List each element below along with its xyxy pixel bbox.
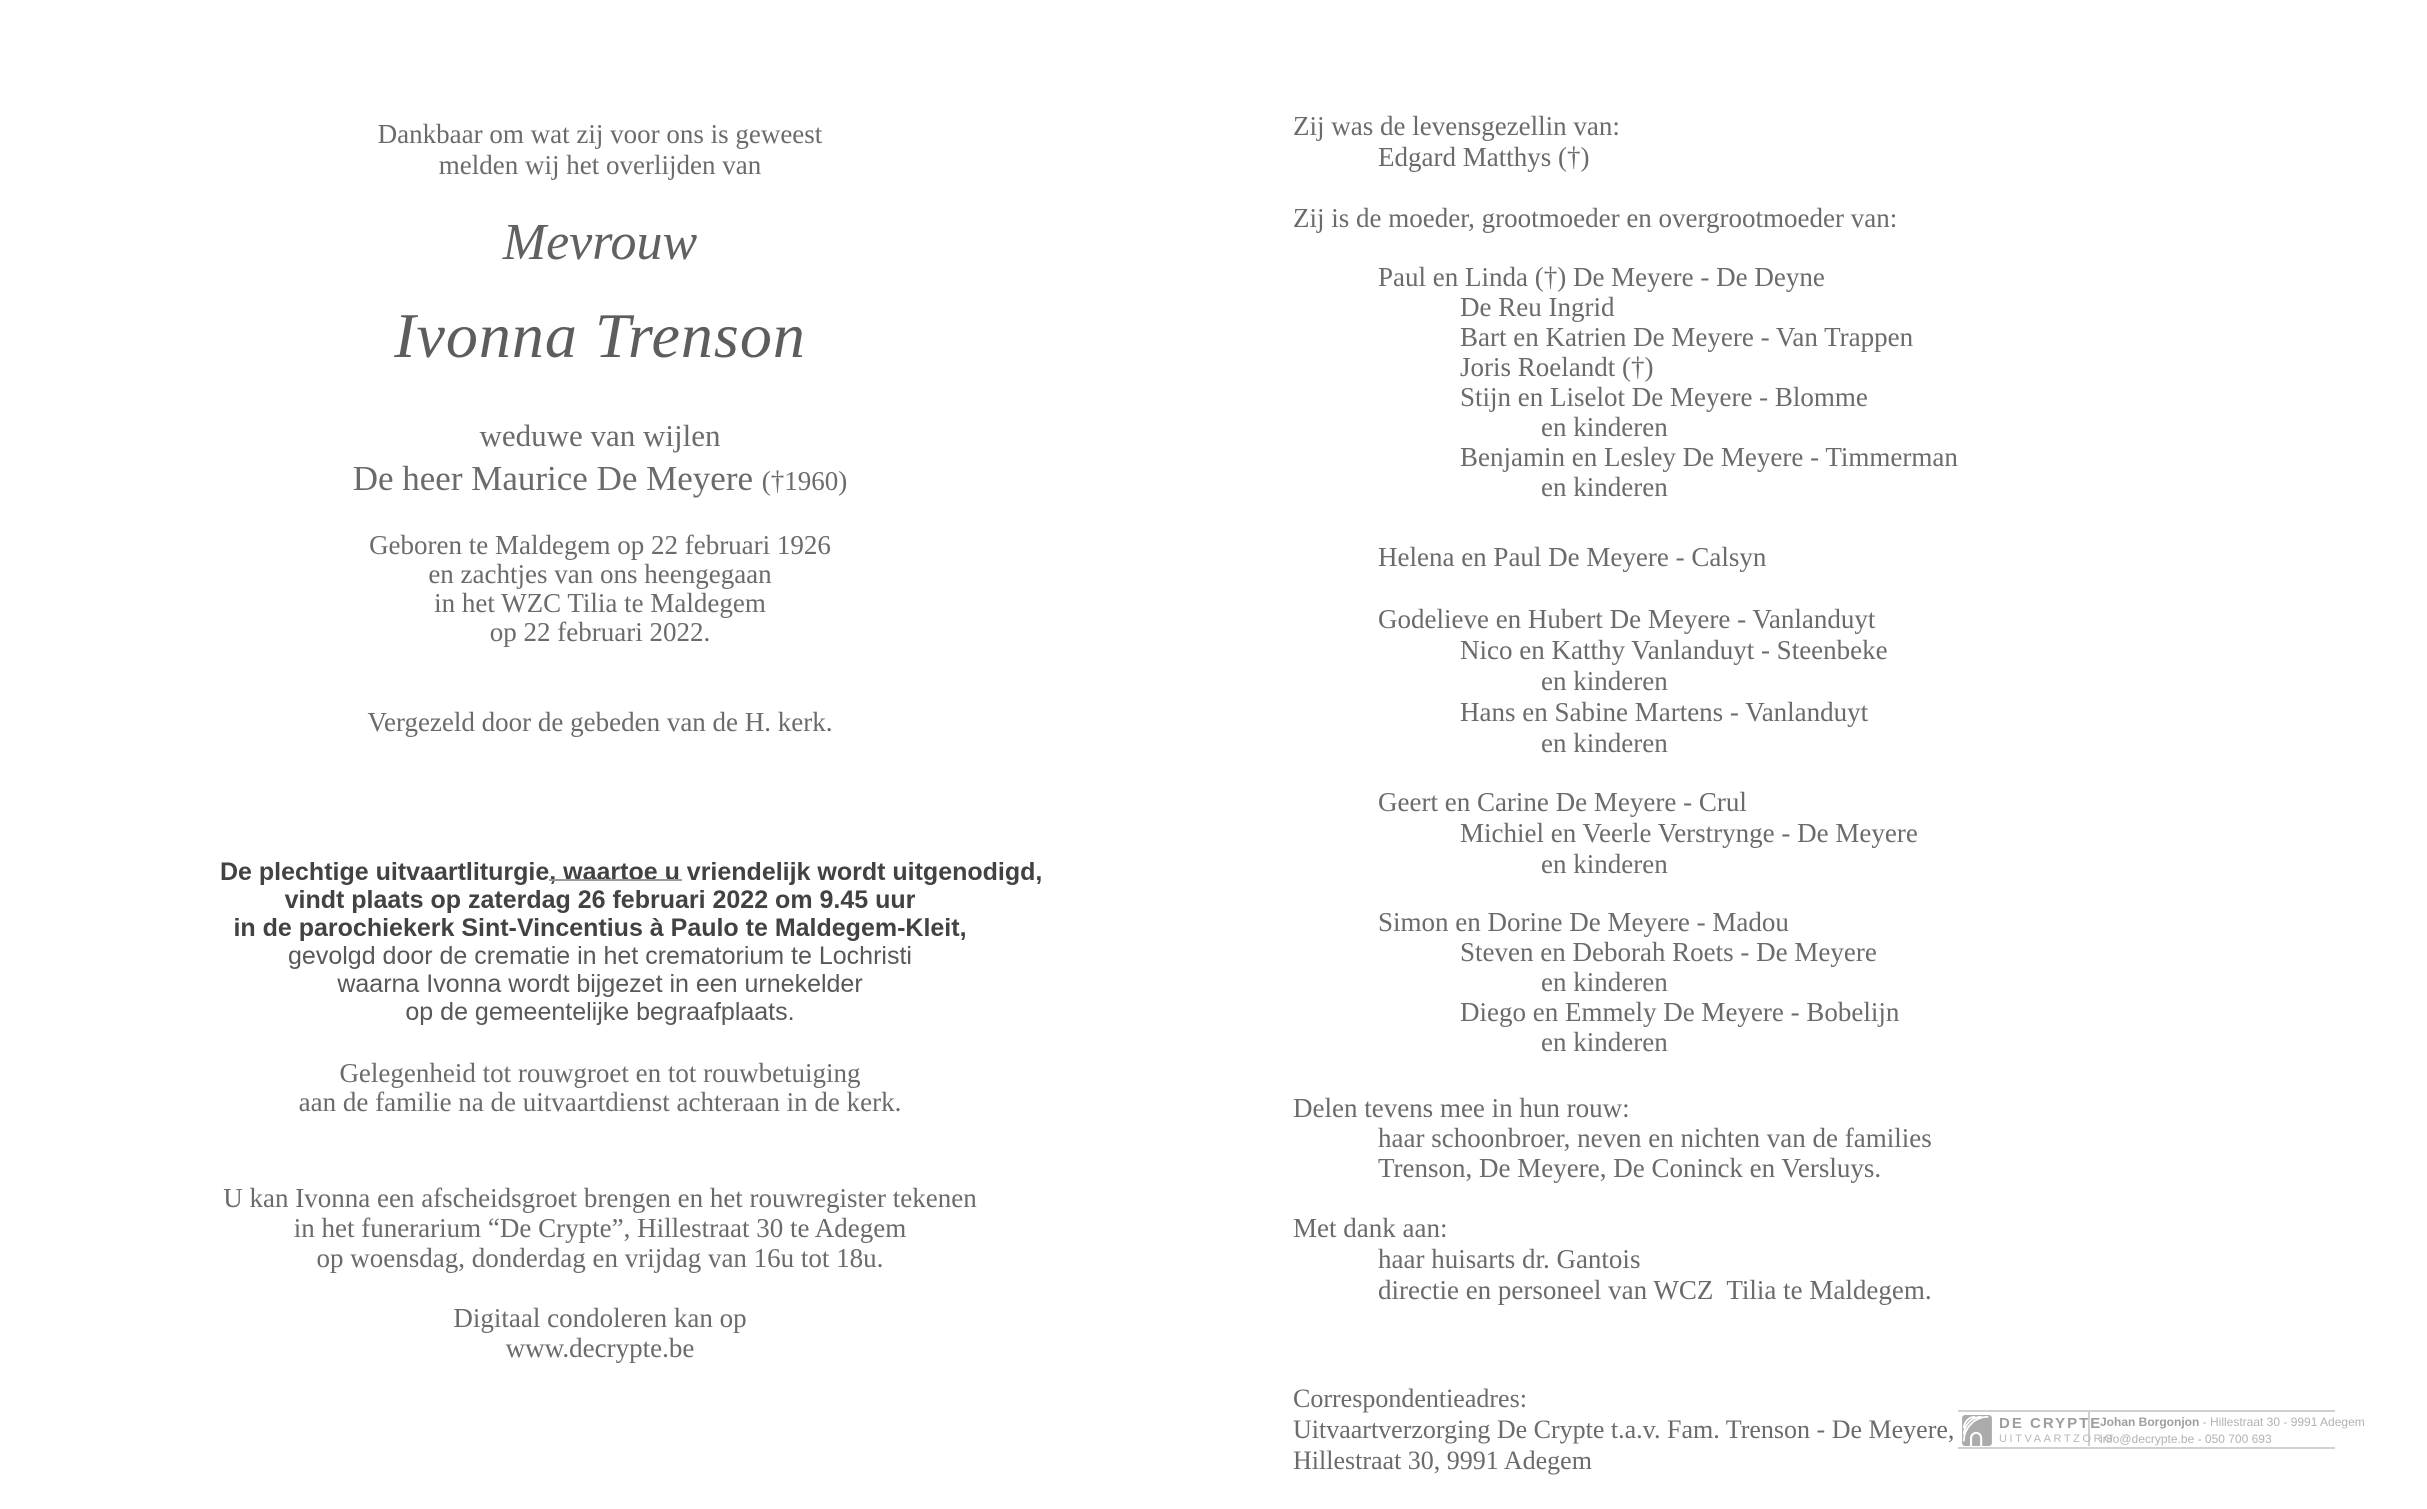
family-line: Simon en Dorine De Meyere - Madou bbox=[1378, 907, 1789, 937]
farewell-line-2: in het funerarium “De Crypte”, Hillestraat 30 te Adegem bbox=[293, 1213, 907, 1243]
family-line: Steven en Deborah Roets - De Meyere bbox=[1460, 937, 1877, 967]
condolence-line-2: aan de familie na de uitvaartdienst achteraan in de kerk. bbox=[298, 1087, 902, 1117]
intro-block bbox=[220, 119, 980, 181]
birth-death-block bbox=[220, 531, 980, 647]
birth-line-3: in het WZC Tilia te Maldegem bbox=[434, 588, 766, 618]
farewell-line-1: U kan Ivonna een afscheidsgroet brengen en het rouwregister tekenen bbox=[223, 1183, 977, 1213]
family-line: Michiel en Veerle Verstrynge - De Meyere bbox=[1460, 818, 1918, 848]
family-line: Geert en Carine De Meyere - Crul bbox=[1378, 787, 1747, 817]
husband-name: De heer Maurice De Meyere bbox=[352, 459, 754, 498]
farewell-block bbox=[220, 1183, 980, 1273]
family-line: Helena en Paul De Meyere - Calsyn bbox=[1378, 542, 1767, 572]
intro-line-2: melden wij het overlijden van bbox=[438, 150, 762, 180]
digital-condolence-block bbox=[220, 1303, 980, 1363]
funeral-director-name: Johan Borgonjon bbox=[2100, 1415, 2200, 1429]
correspondence-line: Uitvaartverzorging De Crypte t.a.v. Fam. Trenson - De Meyere, bbox=[1293, 1415, 1955, 1444]
digital-line: Digitaal condoleren kan op bbox=[453, 1303, 747, 1333]
funeral-home-address: - Hillestraat 30 - 9991 Adegem bbox=[2199, 1415, 2365, 1429]
birth-line-2: en zachtjes van ons heengegaan bbox=[428, 559, 772, 589]
right-column bbox=[1293, 0, 2403, 1509]
thanks-line: directie en personeel van WCZ Tilia te Maldegem. bbox=[1378, 1275, 1932, 1305]
service-struck-phrase: waartoe u bbox=[563, 858, 680, 886]
mourning-line: Trenson, De Meyere, De Coninck en Versluys. bbox=[1378, 1153, 1882, 1183]
birth-line-4: op 22 februari 2022. bbox=[489, 617, 711, 647]
family-line: en kinderen bbox=[1541, 666, 1668, 696]
family-line: en kinderen bbox=[1541, 472, 1668, 502]
family-line: Hans en Sabine Martens - Vanlanduyt bbox=[1460, 697, 1869, 727]
family-line: en kinderen bbox=[1541, 412, 1668, 442]
family-line: Bart en Katrien De Meyere - Van Trappen bbox=[1460, 322, 1914, 352]
condolence-block bbox=[220, 1059, 980, 1117]
condolence-line-1: Gelegenheid tot rouwgroet en tot rouwbetuiging bbox=[339, 1058, 861, 1088]
birth-line-1: Geboren te Maldegem op 22 februari 1926 bbox=[369, 530, 831, 560]
funeral-home-contact-line-2: info@decrypte.be - 050 700 693 bbox=[2100, 1432, 2272, 1446]
funeral-home-brand-sub: UITVAARTZORG bbox=[1999, 1433, 2116, 1445]
widow-line: weduwe van wijlen bbox=[479, 418, 721, 453]
service-bold-1b: vriendelijk wordt uitgenodigd, bbox=[679, 858, 1043, 886]
family-line: en kinderen bbox=[1541, 728, 1668, 758]
website-url: www.decrypte.be bbox=[505, 1333, 695, 1363]
correspondence-header: Correspondentieadres: bbox=[1293, 1384, 1527, 1413]
family-line: Paul en Linda (†) De Meyere - De Deyne bbox=[1378, 262, 1825, 292]
service-reg-line-2: waarna Ivonna wordt bijgezet in een urnekelder bbox=[337, 970, 863, 998]
funeral-home-contact-line-1 bbox=[2100, 1415, 2365, 1429]
service-bold-line-1 bbox=[220, 858, 1043, 886]
mourning-header: Delen tevens mee in hun rouw: bbox=[1293, 1093, 1630, 1123]
service-bold-line-2: vindt plaats op zaterdag 26 februari 2022 om 9.45 uur bbox=[284, 886, 916, 914]
family-line: Diego en Emmely De Meyere - Bobelijn bbox=[1460, 997, 1900, 1027]
deceased-name: Ivonna Trenson bbox=[394, 300, 806, 371]
family-line: Joris Roelandt (†) bbox=[1460, 352, 1654, 382]
mourning-line: haar schoonbroer, neven en nichten van de families bbox=[1378, 1123, 1932, 1153]
thanks-line: haar huisarts dr. Gantois bbox=[1378, 1244, 1641, 1274]
family-line: Nico en Katthy Vanlanduyt - Steenbeke bbox=[1460, 635, 1888, 665]
family-line: en kinderen bbox=[1541, 967, 1668, 997]
correspondence-line: Hillestraat 30, 9991 Adegem bbox=[1293, 1446, 1592, 1475]
family-line: Godelieve en Hubert De Meyere - Vanlanduyt bbox=[1378, 604, 1876, 634]
husband-death-year: (†1960) bbox=[761, 466, 848, 496]
farewell-line-3: op woensdag, donderdag en vrijdag van 16u tot 18u. bbox=[316, 1243, 884, 1273]
service-bold-1a: De plechtige uitvaartliturgie, bbox=[220, 858, 564, 886]
footer-top-rule bbox=[1958, 1410, 2335, 1412]
family-header: Zij is de moeder, grootmoeder en overgrootmoeder van: bbox=[1293, 203, 1898, 233]
service-reg-line-3: op de gemeentelijke begraafplaats. bbox=[405, 998, 795, 1026]
partner-name: Edgard Matthys (†) bbox=[1378, 142, 1590, 172]
thanks-header: Met dank aan: bbox=[1293, 1213, 1448, 1243]
crypt-arch-icon bbox=[1962, 1415, 1992, 1446]
honorific-title: Mevrouw bbox=[502, 214, 698, 271]
family-line: Stijn en Liselot De Meyere - Blomme bbox=[1460, 382, 1868, 412]
family-line: en kinderen bbox=[1541, 849, 1668, 879]
service-block bbox=[220, 858, 1043, 1026]
family-line: De Reu Ingrid bbox=[1460, 292, 1615, 322]
family-line: en kinderen bbox=[1541, 1027, 1668, 1057]
service-bold-line-3: in de parochiekerk Sint-Vincentius à Paulo te Maldegem-Kleit, bbox=[233, 914, 967, 942]
intro-line-1: Dankbaar om wat zij voor ons is geweest bbox=[377, 119, 823, 149]
partner-header: Zij was de levensgezellin van: bbox=[1293, 111, 1620, 141]
funeral-home-brand: DE CRYPTE bbox=[1999, 1415, 2103, 1432]
husband-line bbox=[220, 459, 980, 499]
service-reg-line-1: gevolgd door de crematie in het crematorium te Lochristi bbox=[288, 942, 912, 970]
footer-bottom-rule bbox=[1958, 1447, 2335, 1449]
left-column bbox=[220, 0, 1043, 1509]
prayer-line: Vergezeld door de gebeden van de H. kerk. bbox=[367, 707, 833, 737]
family-line: Benjamin en Lesley De Meyere - Timmerman bbox=[1460, 442, 1958, 472]
